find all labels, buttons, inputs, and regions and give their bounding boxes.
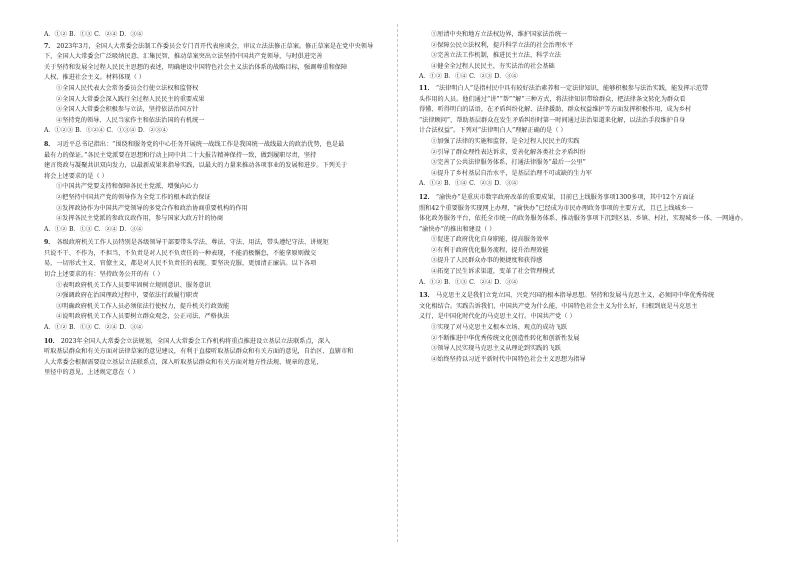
question-stem-line — [44, 151, 376, 162]
statement-option: ①加强了法律的实施和监督，是全过程人民民主的实践 — [431, 137, 580, 145]
question-stem-line — [44, 259, 376, 270]
question-stem-text: 听取基层群众和有关方面对法律草案的意见建议，有利于直接听取基层群众和有关方面的意见，自治区、直辖市和 — [44, 348, 354, 356]
statement-option: ③领导人民实现马克思主义从理论到实践的飞跃 — [431, 345, 561, 353]
question-stem-line — [419, 312, 751, 323]
statement-option: ①厘清中央和地方立法权边界，维护国家法治统一 — [431, 31, 568, 38]
question-stem-text: 义行，是中国化时代化的马克思主义行。中国共产党（ ） — [419, 313, 576, 321]
question-stem-text: 习近平总书记指出：“围绕和服务党的中心任务开展统一战线工作是我国统一战线最大的政治优势，也是最 — [56, 140, 345, 148]
statement-option: ③完善立法工作机制，推进民主立法、科学立法 — [431, 52, 561, 60]
question-stem-line — [44, 52, 376, 63]
question-block — [44, 140, 376, 235]
question-stem-text: 人权、推进社会主义。材料体现（ ） — [44, 74, 145, 82]
question-block — [44, 42, 376, 137]
statement-option: ②有利于政府优化服务流程，提升治理效能 — [431, 246, 549, 254]
question-stem-line — [44, 63, 376, 74]
question-stem-line — [419, 95, 751, 106]
question-stem-text: 建言资政与凝聚共识双向发力，以最新成果来指导实践，以最大的力量来推动各项事业的发展和进步。下列关于 — [44, 162, 348, 170]
question-stem-line — [44, 161, 376, 172]
question-stem-line — [44, 140, 376, 151]
question-block — [44, 238, 376, 333]
statement-option: ②不断推进中华优秀传统文化创造性转化和创新性发展 — [431, 334, 580, 342]
column-divider — [397, 24, 398, 542]
right-column — [419, 30, 751, 367]
question-gap — [419, 365, 751, 367]
statement-option: ④健全全过程人民民主，夯实法治的社会基础 — [431, 62, 555, 70]
question-stem-line — [44, 172, 376, 183]
statement-option: ③全国人大常委会积极参与立法，坚持依法治国方针 — [56, 106, 199, 114]
statement-option: ②把坚持中国共产党的领导作为全党工作的根本政治保证 — [56, 193, 211, 201]
question-stem-text: 头作用的人员。他们通过“讲”“帮”“解”三种方式，将法律知识带给群众，把法律条文转化为群众看 — [419, 95, 686, 103]
question-stem-text: 2023年全国人大常委会立法规划，全国人大常委会工作机构将重点推进设立基层立法联系点，深入 — [60, 337, 331, 345]
question-number: 9． — [44, 239, 55, 247]
question-stem-line — [44, 358, 376, 369]
statement-option: ②全国人大常委会深入践行全过程人民民主的重要成果 — [56, 95, 205, 103]
answer-choices: A．①② B．①③ C．②④ D．③④ — [44, 225, 143, 233]
question-stem-text: 照和42个重要服务实现网上办理，“渝快办”已经成为市民办理政务事项的主要方式，且已上线城乡一 — [419, 204, 694, 212]
question-stem-line — [419, 291, 751, 302]
question-stem-line — [44, 270, 376, 281]
question-block — [419, 84, 751, 190]
statement-option: ③明确政府机关工作人员必须依法行使权力，提升机关行政效能 — [56, 302, 230, 310]
statement-option: ①全国人民代表大会常务委员会行使立法权和监督权 — [56, 84, 199, 92]
question-stem-line — [419, 116, 751, 127]
question-stem-line — [419, 126, 751, 137]
question-stem-text: 体化政务服务平台，依托全市统一的政务服务体系，推动服务事项下沉到区县、乡镇、村社，实现城乡一体、一网通办。 — [419, 215, 747, 223]
answer-choices: A．①② B．①④ C．②③ D．③④ — [419, 180, 518, 188]
statement-option: ②强调政府在治国理政过程中，要依法行政履行职责 — [56, 292, 199, 300]
answer-choices: A．①② B．①④ C．②③ D．③④ — [419, 73, 518, 81]
question-stem-line — [44, 347, 376, 358]
answer-choices: A．①②③ B．①②④ C．①③④ D．②③④ — [44, 127, 168, 135]
question-stem-line — [44, 42, 376, 53]
statement-option: ①实现了对马克思主义根本立场、观点的成功飞跃 — [431, 324, 568, 332]
question-stem-text: 计合法权益”。下列对“法律明白人”理解正确的是（ ） — [419, 127, 567, 135]
question-stem-line — [419, 193, 751, 204]
left-column — [44, 30, 376, 381]
statement-option: ④提升了乡村基层自治水平，是基层治理不可或缺的生力军 — [431, 169, 592, 177]
answer-choices: A．①② B．①③ C．②④ D．③④ — [419, 278, 518, 286]
question-stem-text: “渝快办”的推出和建设（ ） — [419, 225, 496, 233]
statement-option: ④拓宽了民生诉求渠道，变革了社会管理模式 — [431, 268, 555, 276]
statement-option: ④始终坚持以习近平新时代中国特色社会主义思想为指导 — [431, 355, 586, 363]
question-stem-text: 2023年3月，全国人大常委会法制工作委员会专门召开代表座谈会，审议立法法修正草案。修正草案是在党中央领导 — [56, 42, 374, 50]
question-stem-text: 文化相结合。实践告诉我们，中国共产党为什么能，中国特色社会主义为什么好，归根到底是马克思主 — [419, 302, 698, 310]
question-stem-line — [419, 105, 751, 116]
question-stem-line — [44, 238, 376, 249]
statement-option: ②引导了群众理性表达诉求，妥善化解各类社会矛盾纠纷 — [431, 148, 586, 156]
question-stem-text: 下，全国人大常委会广泛吸纳民意、汇集民智，推动草案突出立法坚持中国共产党领导，与时俱进完善 — [44, 53, 323, 61]
question-stem-text: 将会上述要求的是（ ） — [44, 172, 108, 180]
statement-option: ④坚持党的领导、人民当家作主和依法治国的有机统一 — [56, 116, 205, 124]
question-stem-text: “法律明白人”是指村民中具有较好法治素养和一定法律知识，能够积极参与法治实践，能发挥示范带 — [435, 84, 709, 92]
question-stem-line — [419, 84, 751, 95]
statement-option: ③完善了公共法律服务体系，打通法律服务“最后一公里” — [431, 159, 586, 167]
question-stem-text: 切合上述要求的有：坚持政务公开的有（ ） — [44, 271, 164, 279]
statement-option: ①表明政府机关工作人员要牢固树立规则意识、服务意识 — [56, 281, 211, 289]
question-stem-line — [419, 214, 751, 225]
statement-option: ③发挥政协作为中国共产党领导的多党合作和政治协商重要机构的作用 — [56, 204, 248, 212]
question-stem-text: 易，一切形式主义、官僚主义，都是对人民不负责任的表现，要坚决克服，更加清正廉洁。以下各项 — [44, 260, 317, 268]
question-stem-text: 人大常委会根据需要设立基层立法联系点，深入听取基层群众和有关方面对地方性法规、规章的意见， — [44, 358, 323, 366]
question-stem-text: “法律顾问”，帮助基层群众在发生矛盾纠纷时第一时间通过法治渠道来化解，以法治手段维护自身 — [419, 116, 686, 124]
question-block — [419, 193, 751, 288]
question-number: 11． — [419, 84, 434, 92]
question-stem-line — [419, 225, 751, 236]
question-stem-text: 马克思主义是我们立党立国、兴党兴国的根本指导思想。坚持和发展马克思主义，必须同中华优秀传统 — [435, 292, 715, 300]
question-number: 12． — [419, 193, 434, 201]
statement-option: ③提升了人民群众办事的便捷度和获得感 — [431, 257, 543, 265]
question-stem-text: 各级政府机关工作人员特别是各级领导干部要带头学法、尊法、守法、用法，带头遵纪守法、讲规矩 — [56, 239, 329, 247]
question-stem-text: 里径中的意见，上述规定意在（ ） — [44, 369, 139, 377]
question-stem-text: “渝快办”是重庆市数字政府改革的重要成果，目前已上线服务事项1300多项，其中12个方面证 — [435, 193, 695, 201]
question-stem-text: 得懂、听得明白的话语，在矛盾纠纷化解、法律援助、群众权益维护等方面发挥积极作用，成为乡村 — [419, 106, 692, 114]
question-stem-line — [44, 249, 376, 260]
question-stem-line — [419, 302, 751, 313]
statement-option: ①中国共产党要支持和保障各民主党派，增强向心力 — [56, 183, 199, 191]
question-gap — [44, 379, 376, 381]
statement-option: ①促进了政府优化自身职能，提高服务效率 — [431, 236, 549, 244]
question-block — [419, 291, 751, 365]
question-stem-line — [44, 337, 376, 348]
question-stem-text: 最有力的保证。”各民主党派要在思想和行动上同中共二十大报告精神保持一致，做到履职尽责，坚持 — [44, 151, 317, 159]
question-stem-line — [44, 73, 376, 84]
statement-option: ④说明政府机关工作人员要树立群众观念，公正司法、严格执法 — [56, 313, 230, 321]
question-stem-line — [419, 204, 751, 215]
statement-option: ④发挥各民主党派的参政议政作用，参与国家大政方针的协商 — [56, 215, 224, 223]
question-stem-text: 只说不干、不作为，不担当，不负责是对人民不负责任的一种表现，不能消极懈怠，不能拿原则做交 — [44, 249, 317, 257]
answer-choices: A．①② B．①③ C．②④ D．③④ — [44, 324, 143, 332]
question-number: 10． — [44, 337, 59, 345]
question-stem-line — [44, 368, 376, 379]
question-number: 7． — [44, 42, 55, 50]
question-block — [44, 337, 376, 379]
question-number: 13． — [419, 292, 434, 300]
statement-option: ②保障公民立法权利，提升科学立法的社会治理水平 — [431, 41, 574, 49]
question-stem-text: 关于坚持和发展全过程人民民主思想的表述，明确建设中国特色社会主义法治体系的战略目标，强调尊重和保障 — [44, 63, 348, 71]
question-number: 8． — [44, 140, 55, 148]
answer-choices: A．①② B．①③ C．②④ D．③④ — [44, 31, 143, 38]
